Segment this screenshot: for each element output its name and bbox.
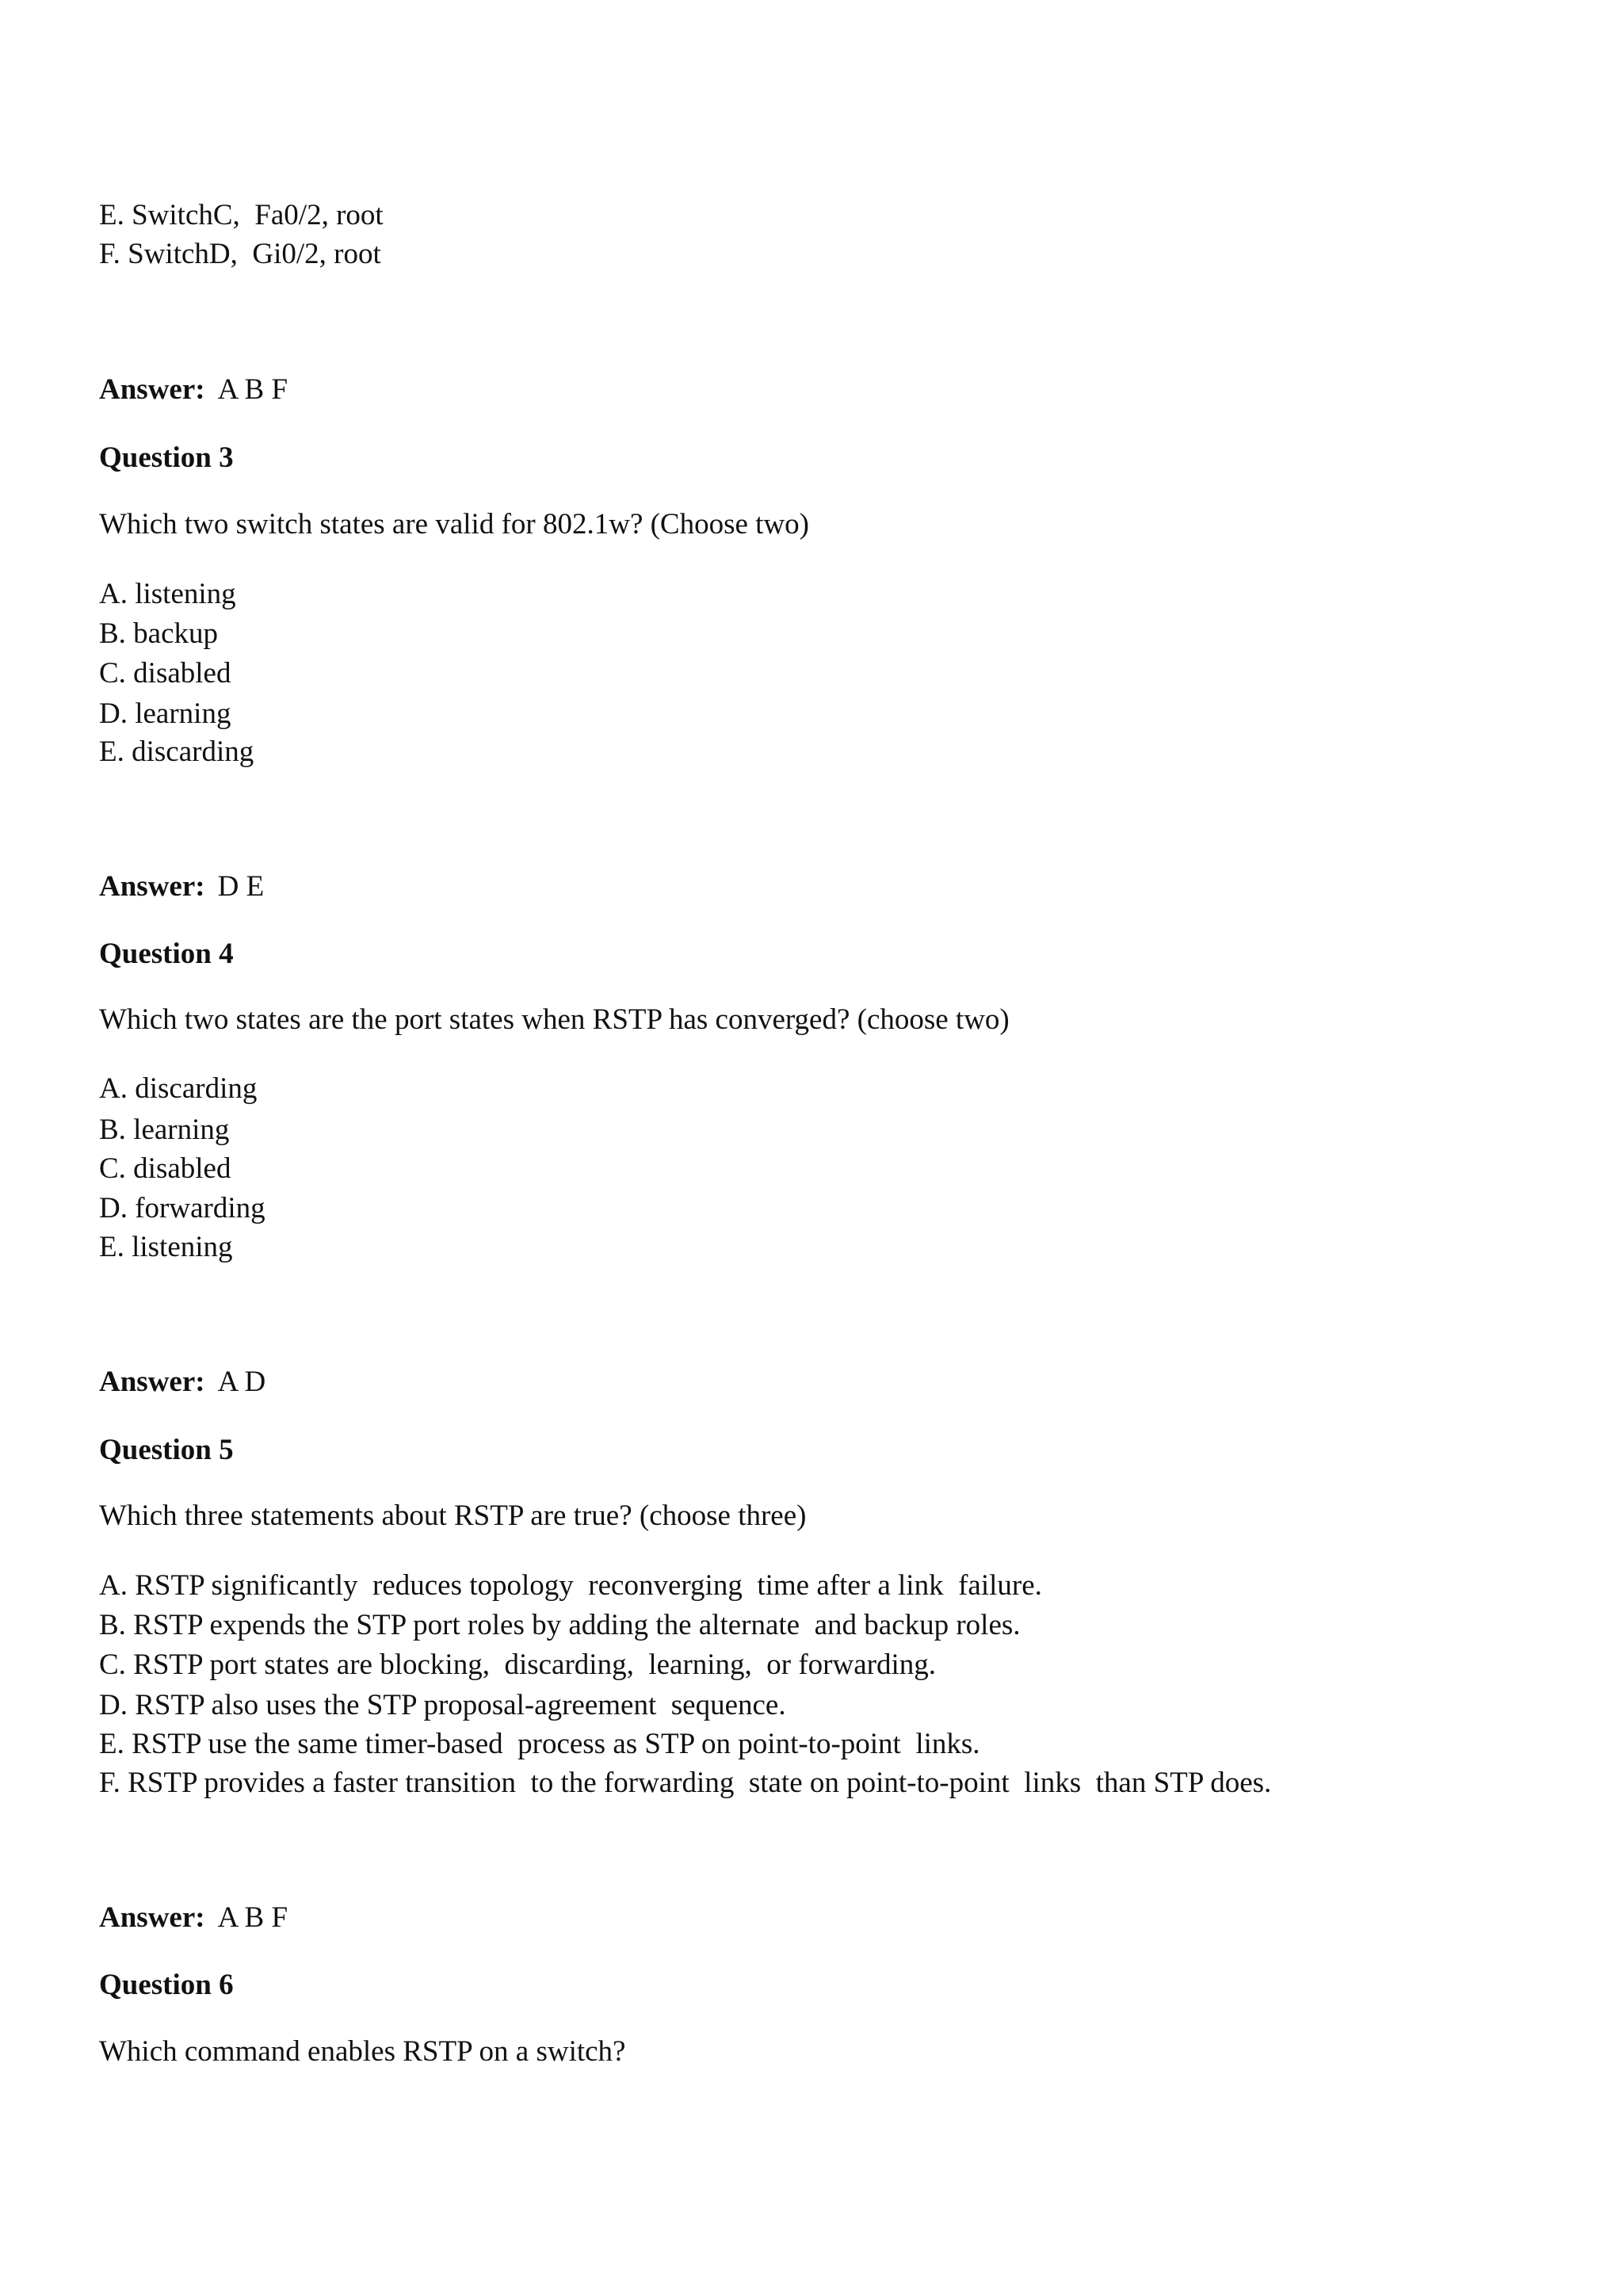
option-q3-d: D. learning xyxy=(99,697,231,730)
option-q3-e: E. discarding xyxy=(99,735,254,768)
option-q4-c: C. disabled xyxy=(99,1152,231,1185)
option-q5-f: F. RSTP provides a faster transition to the forwarding state on point-to-point links than STP does. xyxy=(99,1767,1272,1799)
option-q3-b: B. backup xyxy=(99,617,219,650)
question-4-text: Which two states are the port states when RSTP has converged? (choose two) xyxy=(99,1003,1010,1036)
question-5-title: Question 5 xyxy=(99,1434,234,1466)
answer-q4 xyxy=(99,1363,265,1401)
option-q4-a: A. discarding xyxy=(99,1072,258,1105)
answer-q3 xyxy=(99,868,264,906)
answer-label: Answer: xyxy=(99,1366,205,1398)
option-q5-b: B. RSTP expends the STP port roles by adding the alternate and backup roles. xyxy=(99,1609,1021,1641)
option-q4-b: B. learning xyxy=(99,1114,230,1146)
option-q4-d: D. forwarding xyxy=(99,1192,265,1224)
answer-q2 xyxy=(99,371,288,409)
answer-value: D E xyxy=(217,870,265,903)
question-3-text: Which two switch states are valid for 802.1w? (Choose two) xyxy=(99,508,810,541)
answer-label: Answer: xyxy=(99,373,205,406)
option-q4-e: E. listening xyxy=(99,1231,233,1263)
option-q3-c: C. disabled xyxy=(99,657,231,690)
question-6-text: Which command enables RSTP on a switch? xyxy=(99,2035,626,2068)
question-3-title: Question 3 xyxy=(99,441,234,474)
answer-label: Answer: xyxy=(99,1901,205,1934)
option-q5-a: A. RSTP significantly reduces topology reconverging time after a link failure. xyxy=(99,1569,1042,1602)
option-q5-e: E. RSTP use the same timer-based process as STP on point-to-point links. xyxy=(99,1728,980,1760)
answer-value: A B F xyxy=(217,373,288,406)
question-6-title: Question 6 xyxy=(99,1969,234,2001)
option-q3-a: A. listening xyxy=(99,578,236,610)
answer-q5 xyxy=(99,1899,288,1937)
option-q2-f: F. SwitchD, Gi0/2, root xyxy=(99,238,381,270)
option-q5-d: D. RSTP also uses the STP proposal-agreement sequence. xyxy=(99,1689,786,1721)
answer-value: A B F xyxy=(217,1901,288,1934)
option-q5-c: C. RSTP port states are blocking, discarding, learning, or forwarding. xyxy=(99,1648,936,1681)
answer-label: Answer: xyxy=(99,870,205,903)
question-4-title: Question 4 xyxy=(99,938,234,970)
answer-value: A D xyxy=(217,1366,266,1398)
question-5-text: Which three statements about RSTP are true? (choose three) xyxy=(99,1499,807,1532)
option-q2-e: E. SwitchC, Fa0/2, root xyxy=(99,199,384,231)
